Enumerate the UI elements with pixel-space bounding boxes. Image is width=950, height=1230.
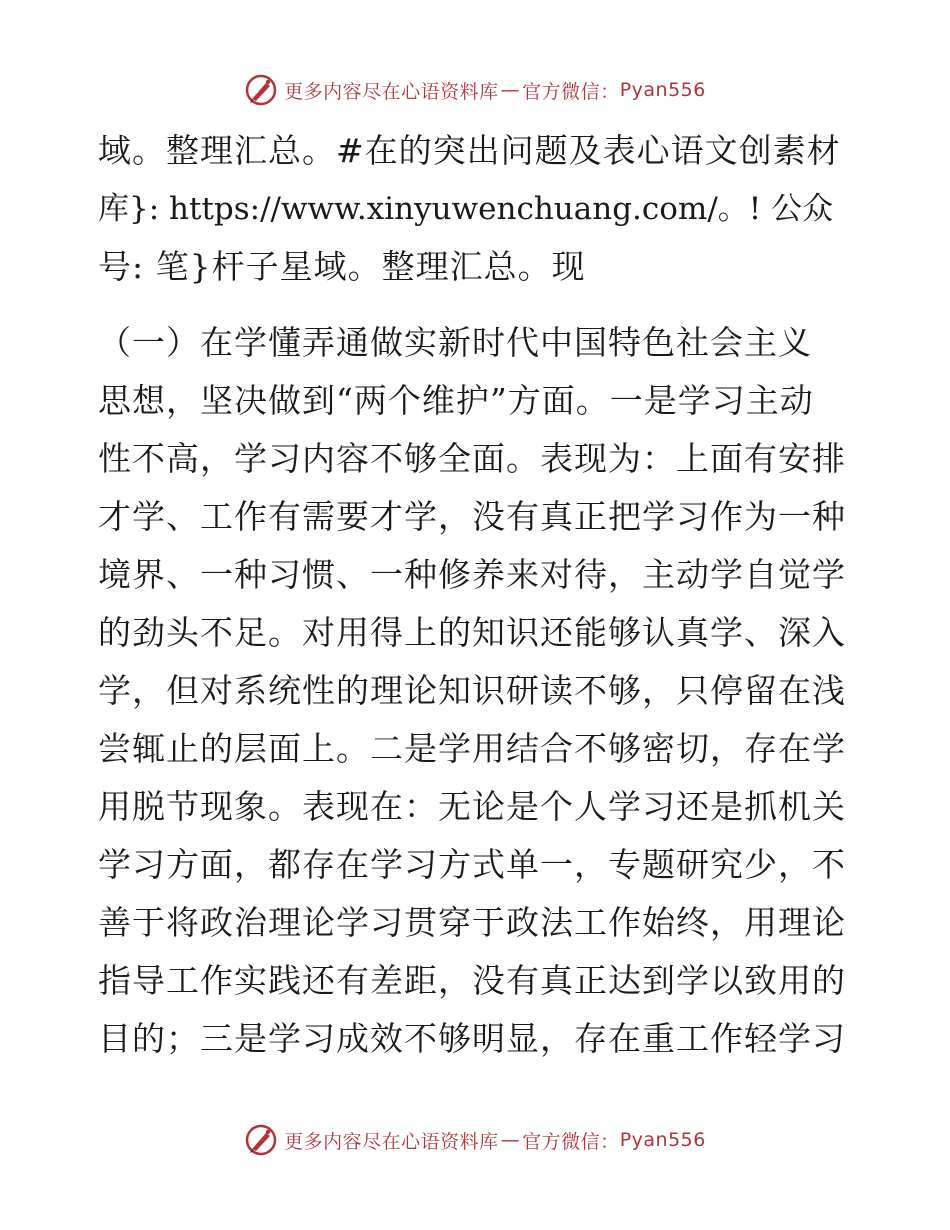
pen-logo-icon — [244, 73, 278, 107]
pen-logo-icon — [244, 1123, 278, 1157]
text-line: 目的；三是学习成效不够明显，存在重工作轻学习 — [98, 1019, 846, 1058]
watermark-site-text: 更多内容尽在心语资料库 — [284, 1130, 499, 1153]
text-line: 尝辄止的层面上。二是学用结合不够密切，存在学 — [98, 729, 846, 768]
footer-watermark — [0, 1120, 950, 1160]
watermark-wechat-label: 官方微信： — [522, 80, 620, 103]
watermark-wechat-id: Pyan556 — [619, 1129, 706, 1151]
text-line: 域。整理汇总。#在的突出问题及表心语文创素材 — [98, 131, 841, 170]
text-line: 学，但对系统性的理论知识研读不够，只停留在浅 — [98, 671, 846, 710]
text-line: 才学、工作有需要才学，没有真正把学习作为一种 — [98, 497, 846, 536]
text-line: 指导工作实践还有差距，没有真正达到学以致用的 — [98, 961, 846, 1000]
text-line: 号: 笔}杆子星域。整理汇总。现 — [98, 247, 586, 286]
text-line-url: 库}: https://www.xinyuwenchuang.com/。! 公众 — [98, 191, 834, 227]
text-line: 的劲头不足。对用得上的知识还能够认真学、深入 — [98, 613, 846, 652]
text-line: 用脱节现象。表现在：无论是个人学习还是抓机关 — [98, 787, 846, 826]
paragraph-gap — [98, 296, 858, 314]
watermark-separator: — — [500, 1129, 521, 1151]
header-watermark — [0, 70, 950, 110]
text-line: 思想，坚决做到“两个维护”方面。一是学习主动 — [98, 381, 814, 420]
section-heading-line: （一）在学懂弄通做实新时代中国特色社会主义 — [98, 323, 812, 362]
watermark-site-text: 更多内容尽在心语资料库 — [284, 80, 499, 103]
watermark-wechat-id: Pyan556 — [619, 79, 706, 101]
watermark-separator: — — [500, 79, 521, 101]
document-body — [98, 122, 858, 1068]
text-line: 学习方面，都存在学习方式单一，专题研究少，不 — [98, 845, 846, 884]
text-line: 善于将政治理论学习贯穿于政法工作始终，用理论 — [98, 903, 846, 942]
watermark-wechat-label: 官方微信： — [522, 1130, 620, 1153]
text-line: 境界、一种习惯、一种修养来对待，主动学自觉学 — [98, 555, 846, 594]
text-line: 性不高，学习内容不够全面。表现为：上面有安排 — [98, 439, 846, 478]
